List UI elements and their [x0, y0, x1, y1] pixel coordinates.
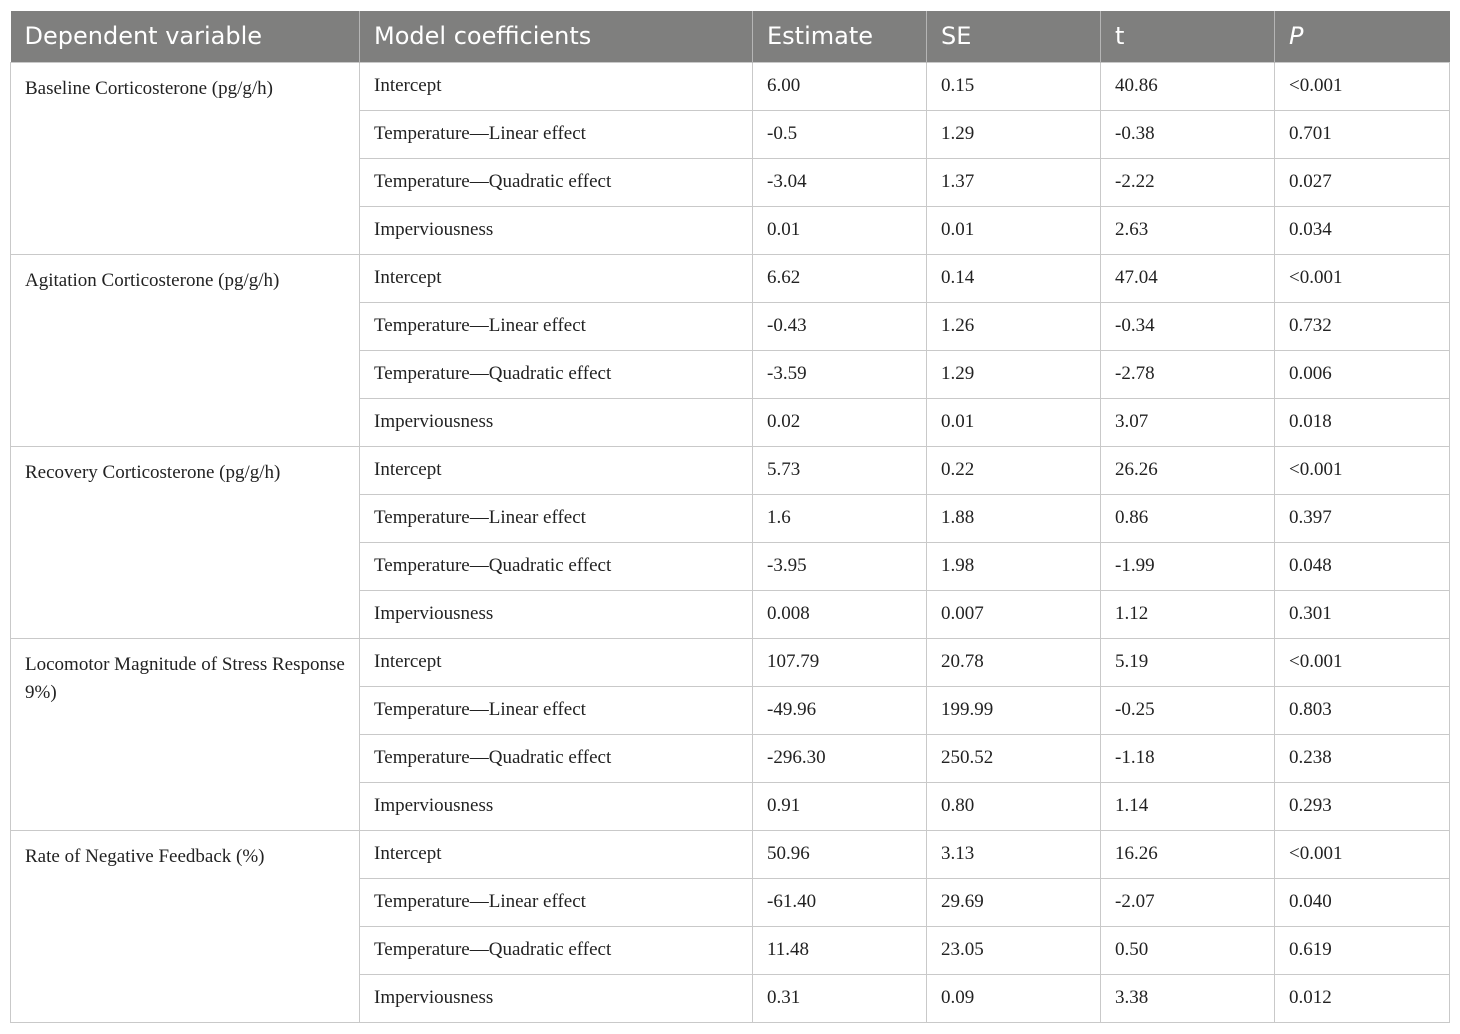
- coefficient-cell: Temperature—Quadratic effect: [360, 734, 753, 782]
- p-cell: 0.803: [1275, 686, 1450, 734]
- t-cell: 40.86: [1101, 62, 1275, 110]
- coefficient-cell: Temperature—Quadratic effect: [360, 158, 753, 206]
- t-cell: 3.07: [1101, 398, 1275, 446]
- t-cell: 1.14: [1101, 782, 1275, 830]
- se-cell: 250.52: [927, 734, 1101, 782]
- header-estimate: Estimate: [753, 11, 927, 62]
- t-cell: 3.38: [1101, 974, 1275, 1022]
- table-row: [11, 638, 1450, 686]
- t-cell: 16.26: [1101, 830, 1275, 878]
- header-row: [11, 11, 1450, 62]
- table-row: [11, 62, 1450, 110]
- se-cell: 1.37: [927, 158, 1101, 206]
- estimate-cell: 11.48: [753, 926, 927, 974]
- se-cell: 20.78: [927, 638, 1101, 686]
- estimate-cell: 5.73: [753, 446, 927, 494]
- se-cell: 0.80: [927, 782, 1101, 830]
- t-cell: -2.07: [1101, 878, 1275, 926]
- estimate-cell: 0.008: [753, 590, 927, 638]
- t-cell: 1.12: [1101, 590, 1275, 638]
- p-cell: <0.001: [1275, 830, 1450, 878]
- coefficient-cell: Temperature—Linear effect: [360, 878, 753, 926]
- estimate-cell: 0.01: [753, 206, 927, 254]
- table-row: [11, 254, 1450, 302]
- p-cell: 0.034: [1275, 206, 1450, 254]
- estimate-cell: 1.6: [753, 494, 927, 542]
- estimate-cell: 6.00: [753, 62, 927, 110]
- coefficient-cell: Imperviousness: [360, 590, 753, 638]
- table-body: [11, 62, 1450, 1022]
- p-cell: <0.001: [1275, 446, 1450, 494]
- se-cell: 0.14: [927, 254, 1101, 302]
- p-cell: 0.006: [1275, 350, 1450, 398]
- coefficient-cell: Intercept: [360, 62, 753, 110]
- p-cell: 0.040: [1275, 878, 1450, 926]
- se-cell: 0.22: [927, 446, 1101, 494]
- t-cell: 2.63: [1101, 206, 1275, 254]
- coefficient-cell: Intercept: [360, 446, 753, 494]
- estimate-cell: -0.43: [753, 302, 927, 350]
- coefficient-cell: Temperature—Quadratic effect: [360, 350, 753, 398]
- estimate-cell: 0.91: [753, 782, 927, 830]
- coefficient-cell: Temperature—Quadratic effect: [360, 926, 753, 974]
- t-cell: -0.25: [1101, 686, 1275, 734]
- estimate-cell: 50.96: [753, 830, 927, 878]
- se-cell: 1.29: [927, 350, 1101, 398]
- estimate-cell: -49.96: [753, 686, 927, 734]
- coefficient-cell: Imperviousness: [360, 398, 753, 446]
- se-cell: 1.26: [927, 302, 1101, 350]
- coefficient-cell: Temperature—Linear effect: [360, 302, 753, 350]
- se-cell: 1.29: [927, 110, 1101, 158]
- t-cell: 0.50: [1101, 926, 1275, 974]
- table-header: [11, 11, 1450, 62]
- header-p: P: [1275, 11, 1450, 62]
- header-dependent-variable: Dependent variable: [11, 11, 360, 62]
- t-cell: 26.26: [1101, 446, 1275, 494]
- se-cell: 29.69: [927, 878, 1101, 926]
- p-cell: 0.732: [1275, 302, 1450, 350]
- se-cell: 23.05: [927, 926, 1101, 974]
- coefficient-cell: Intercept: [360, 830, 753, 878]
- estimate-cell: -3.95: [753, 542, 927, 590]
- coefficients-table: [10, 11, 1450, 1023]
- p-cell: 0.619: [1275, 926, 1450, 974]
- se-cell: 1.98: [927, 542, 1101, 590]
- coefficient-cell: Intercept: [360, 638, 753, 686]
- p-cell: <0.001: [1275, 254, 1450, 302]
- p-cell: 0.012: [1275, 974, 1450, 1022]
- se-cell: 0.01: [927, 398, 1101, 446]
- p-cell: <0.001: [1275, 62, 1450, 110]
- se-cell: 0.09: [927, 974, 1101, 1022]
- coefficient-cell: Imperviousness: [360, 974, 753, 1022]
- dependent-variable-cell: Locomotor Magnitude of Stress Response 9%): [11, 638, 360, 830]
- coefficient-cell: Intercept: [360, 254, 753, 302]
- t-cell: 0.86: [1101, 494, 1275, 542]
- t-cell: 47.04: [1101, 254, 1275, 302]
- p-cell: 0.238: [1275, 734, 1450, 782]
- p-cell: 0.397: [1275, 494, 1450, 542]
- t-cell: -2.78: [1101, 350, 1275, 398]
- se-cell: 0.15: [927, 62, 1101, 110]
- estimate-cell: -3.04: [753, 158, 927, 206]
- p-cell: 0.701: [1275, 110, 1450, 158]
- estimate-cell: -3.59: [753, 350, 927, 398]
- dependent-variable-cell: Rate of Negative Feedback (%): [11, 830, 360, 1022]
- dependent-variable-cell: Baseline Corticosterone (pg/g/h): [11, 62, 360, 254]
- coefficient-cell: Temperature—Linear effect: [360, 686, 753, 734]
- t-cell: 5.19: [1101, 638, 1275, 686]
- p-cell: 0.301: [1275, 590, 1450, 638]
- t-cell: -2.22: [1101, 158, 1275, 206]
- t-cell: -1.18: [1101, 734, 1275, 782]
- t-cell: -1.99: [1101, 542, 1275, 590]
- estimate-cell: -296.30: [753, 734, 927, 782]
- p-cell: <0.001: [1275, 638, 1450, 686]
- se-cell: 0.007: [927, 590, 1101, 638]
- estimate-cell: 0.02: [753, 398, 927, 446]
- coefficient-cell: Temperature—Linear effect: [360, 494, 753, 542]
- p-cell: 0.027: [1275, 158, 1450, 206]
- t-cell: -0.34: [1101, 302, 1275, 350]
- p-cell: 0.018: [1275, 398, 1450, 446]
- se-cell: 1.88: [927, 494, 1101, 542]
- estimate-cell: 107.79: [753, 638, 927, 686]
- table-row: [11, 446, 1450, 494]
- se-cell: 0.01: [927, 206, 1101, 254]
- header-model-coefficients: Model coefficients: [360, 11, 753, 62]
- se-cell: 199.99: [927, 686, 1101, 734]
- estimate-cell: 6.62: [753, 254, 927, 302]
- dependent-variable-cell: Recovery Corticosterone (pg/g/h): [11, 446, 360, 638]
- estimate-cell: -61.40: [753, 878, 927, 926]
- p-cell: 0.293: [1275, 782, 1450, 830]
- coefficient-cell: Imperviousness: [360, 206, 753, 254]
- p-cell: 0.048: [1275, 542, 1450, 590]
- header-se: SE: [927, 11, 1101, 62]
- coefficient-cell: Temperature—Linear effect: [360, 110, 753, 158]
- estimate-cell: 0.31: [753, 974, 927, 1022]
- t-cell: -0.38: [1101, 110, 1275, 158]
- dependent-variable-cell: Agitation Corticosterone (pg/g/h): [11, 254, 360, 446]
- table-row: [11, 830, 1450, 878]
- coefficient-cell: Temperature—Quadratic effect: [360, 542, 753, 590]
- header-t: t: [1101, 11, 1275, 62]
- coefficients-table-container: [10, 11, 1449, 1023]
- estimate-cell: -0.5: [753, 110, 927, 158]
- se-cell: 3.13: [927, 830, 1101, 878]
- coefficient-cell: Imperviousness: [360, 782, 753, 830]
